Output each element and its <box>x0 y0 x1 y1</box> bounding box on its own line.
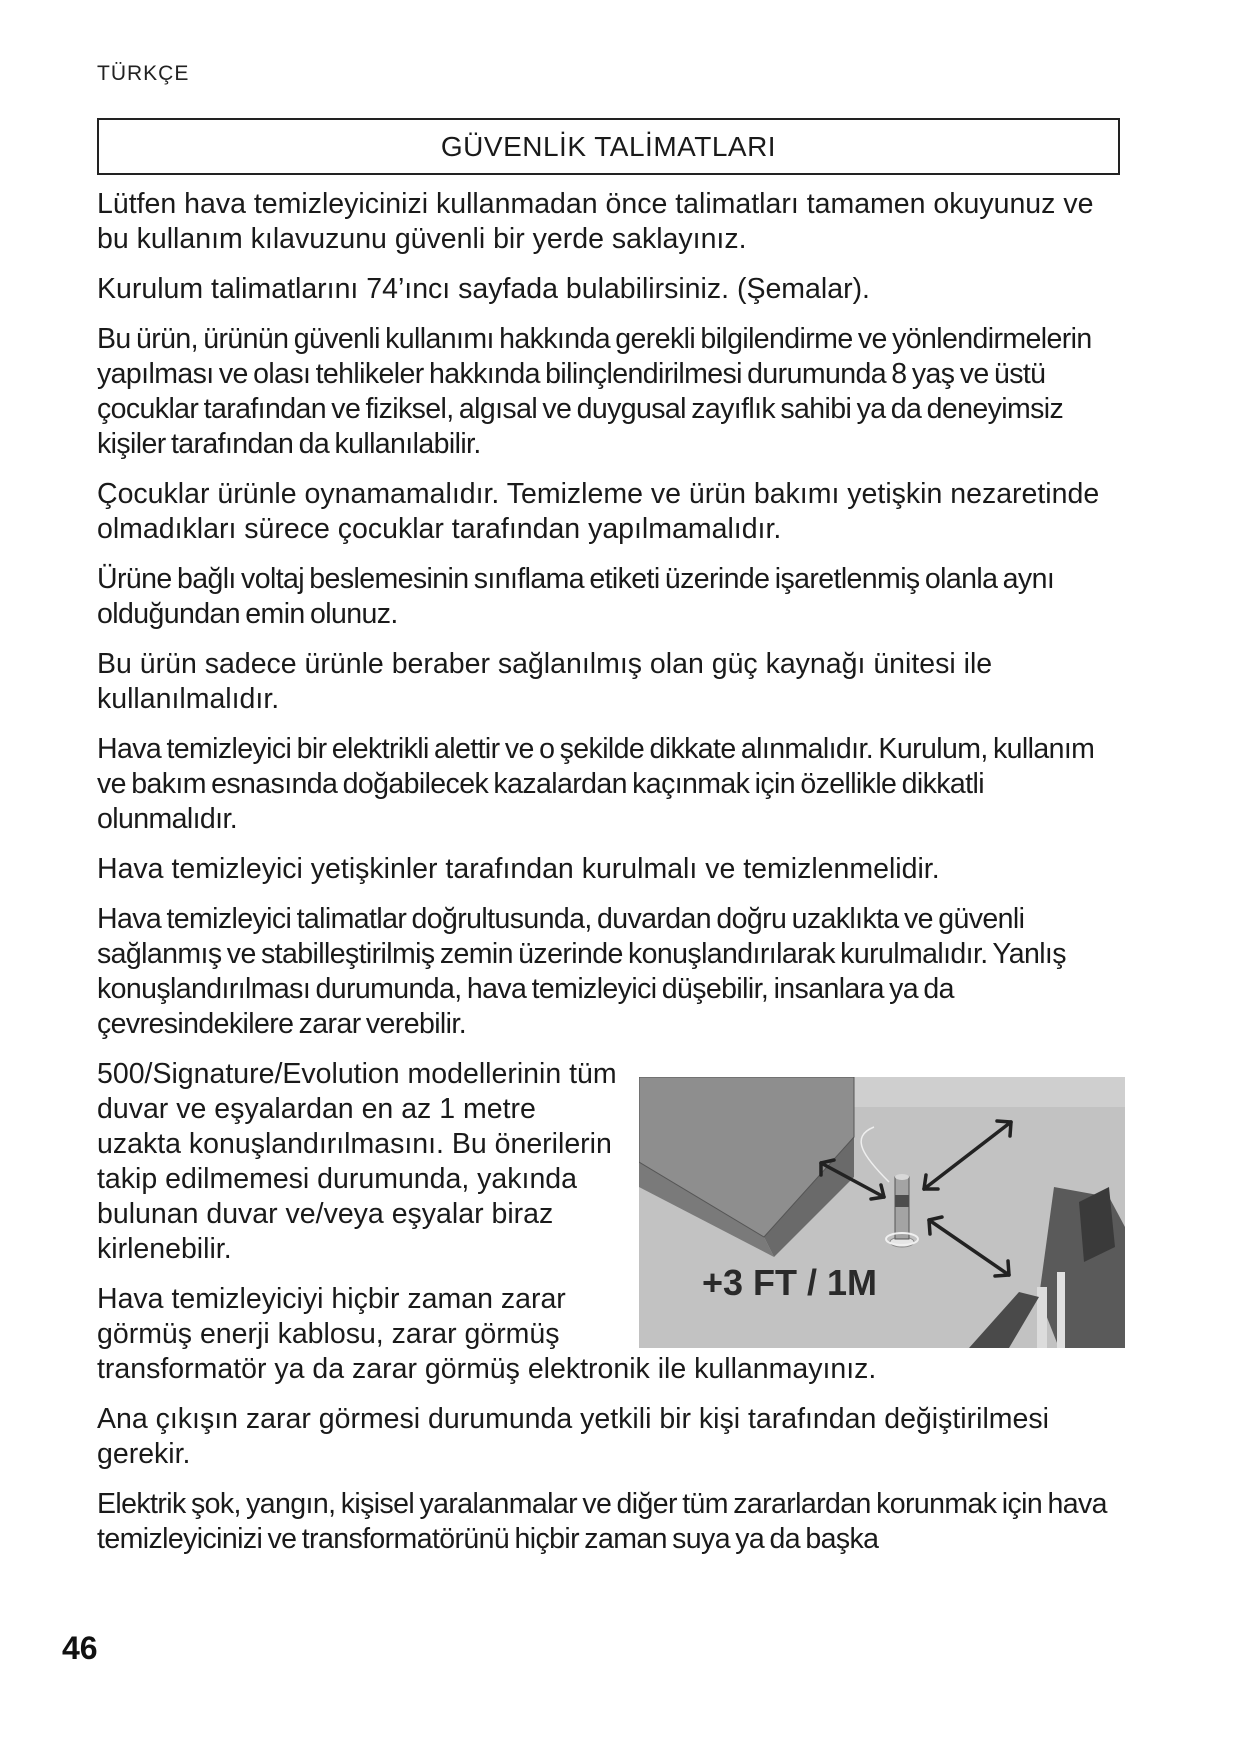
paragraph-damaged-cable: Hava temizleyiciyi hiçbir zaman zarar görmüş enerji kablosu, zarar görmüş transformatör ya da zarar görmüş elektronik ile kullanmayınız. <box>97 1283 877 1385</box>
page-number: 46 <box>62 1630 98 1666</box>
paragraph-power-supply: Bu ürün sadece ürünle beraber sağlanılmış olan güç kaynağı ünitesi ile kullanılmalıdır. <box>97 648 993 715</box>
section-title: GÜVENLİK TALİMATLARI <box>97 118 1120 175</box>
paragraph-adult-installation: Hava temizleyici yetişkinler tarafından kurulmalı ve temizlenmelidir. <box>97 853 940 885</box>
paragraph-water-warning: Elektrik şok, yangın, kişisel yaralanmalar ve diğer tüm zararlardan korunmak için hava temizleyicinizi ve transformatörünü hiçbir zaman suya ya da başka <box>97 1488 1107 1555</box>
paragraph-voltage: Ürüne bağlı voltaj beslemesinin sınıflama etiketi üzerinde işaretlenmiş olanla aynı olduğundan emin olunuz. <box>97 563 1055 630</box>
paragraph-placement: Hava temizleyici talimatlar doğrultusunda, duvardan doğru uzaklıkta ve güvenli sağlanmış ve stabilleştirilmiş zemin üzerinde konuşlandırılarak kurulmalıdır. Yanlış konuşlandırılması durumunda, hava temizleyici düşebilir, insanlara ya da çevresindekilere zarar verebilir. <box>97 903 1066 1040</box>
paragraph-electrical-device: Hava temizleyici bir elektrikli alettir ve o şekilde dikkate alınmalıdır. Kurulum, kullanım ve bakım esnasında doğabilecek kazalardan kaçınmak için özellikle dikkatli olunmalıdır. <box>97 733 1095 835</box>
paragraph-distance: 500/Signature/Evolution modellerinin tüm duvar ve eşyalardan en az 1 metre uzakta konuşlandırılmasını. Bu önerilerin takip edilmemesi durumunda, yakında bulunan duvar ve/veya eşyalar biraz kirlenebilir. <box>97 1058 617 1265</box>
paragraph-children: Çocuklar ürünle oynamamalıdır. Temizleme ve ürün bakımı yetişkin nezaretinde olmadıkları sürece çocuklar tarafından yapılmamalıdır. <box>97 478 1100 545</box>
distance-illustration <box>639 1077 1125 1348</box>
room-diagram <box>639 1077 1125 1348</box>
paragraph-read-instructions: Lütfen hava temizleyicinizi kullanmadan önce talimatları tamamen okuyunuz ve bu kullanım kılavuzunu güvenli bir yerde saklayınız. <box>97 188 1094 255</box>
distance-section <box>97 1057 1127 1387</box>
paragraph-installation-page: Kurulum talimatlarını 74’ıncı sayfada bulabilirsiniz. (Şemalar). <box>97 273 870 305</box>
paragraph-age-usage: Bu ürün, ürünün güvenli kullanımı hakkında gerekli bilgilendirme ve yönlendirmelerin yapılması ve olası tehlikeler hakkında bilinçlendirilmesi durumunda 8 yaş ve üstü çocuklar tarafından ve fiziksel, algısal ve duygusal zayıflık sahibi ya da deneyimsiz kişiler tarafından da kullanılabilir. <box>97 323 1092 460</box>
distance-label: +3 FT / 1M <box>702 1262 878 1303</box>
paragraph-main-outlet: Ana çıkışın zarar görmesi durumunda yetkili bir kişi tarafından değiştirilmesi gerekir. <box>97 1403 1049 1470</box>
language-label: TÜRKÇE <box>97 62 190 85</box>
safety-instructions <box>97 187 1127 1572</box>
